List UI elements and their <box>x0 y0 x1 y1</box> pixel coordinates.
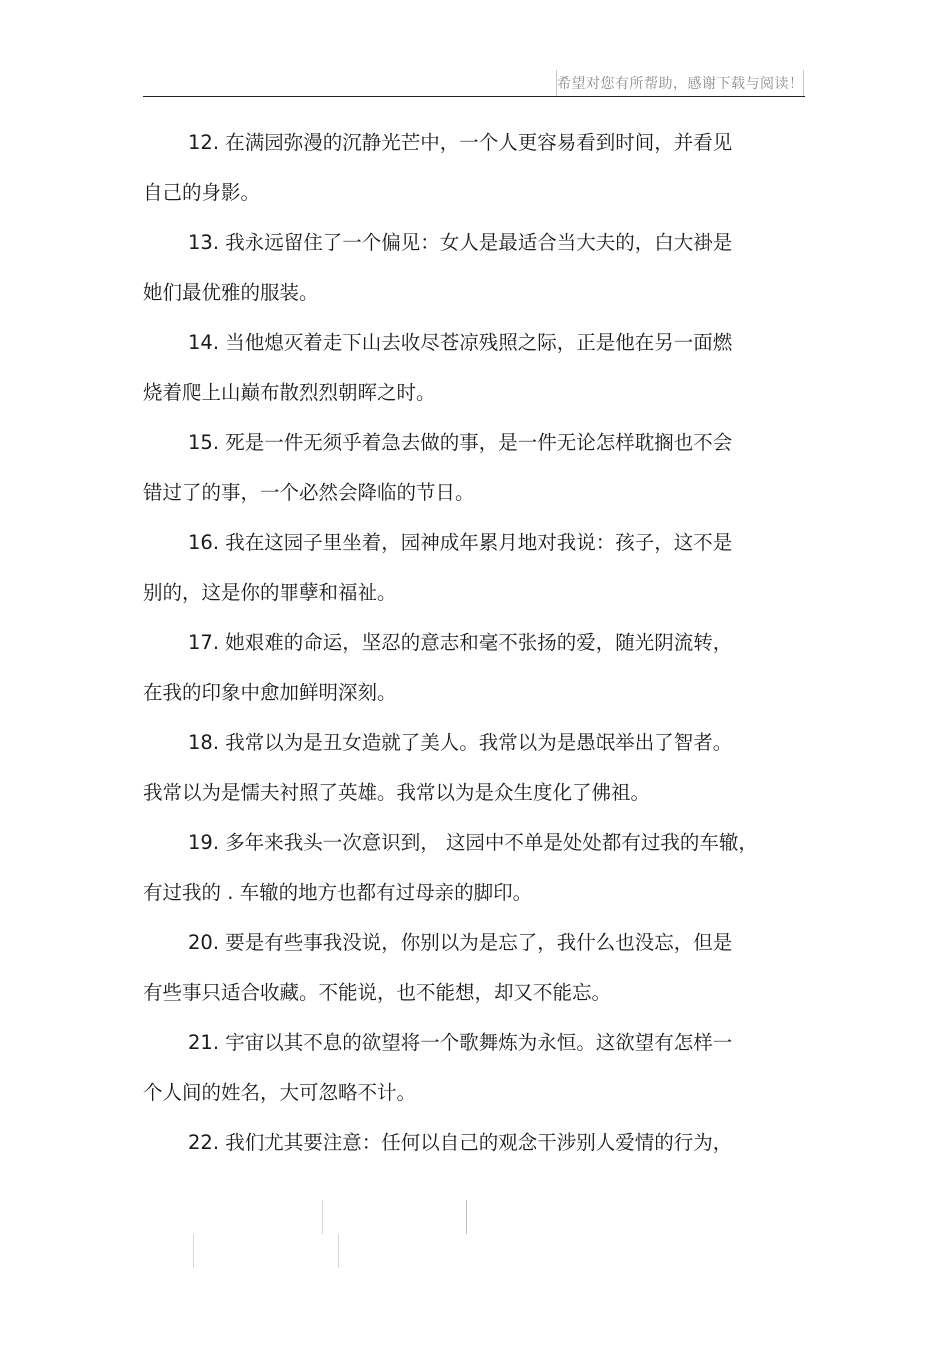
paragraph-line: 21. 宇宙以其不息的欲望将一个歌舞炼为永恒。这欲望有怎样一 <box>188 1031 733 1054</box>
paragraph-line: 14. 当他熄灭着走下山去收尽苍凉残照之际，正是他在另一面燃 <box>188 331 733 354</box>
paragraph-line: 20. 要是有些事我没说，你别以为是忘了，我什么也没忘，但是 <box>188 931 733 954</box>
header-rule <box>143 96 805 97</box>
paragraph <box>143 518 783 618</box>
paragraph <box>143 318 783 418</box>
footer-divider <box>466 1200 467 1234</box>
paragraph <box>143 918 783 1018</box>
paragraph-line: 16. 我在这园子里坐着，园神成年累月地对我说：孩子，这不是 <box>188 531 733 554</box>
paragraph <box>143 618 783 718</box>
paragraph-line: 别的，这是你的罪孽和福祉。 <box>143 581 397 604</box>
paragraph-line: 自己的身影。 <box>143 181 261 204</box>
paragraph-line: 我常以为是懦夫衬照了英雄。我常以为是众生度化了佛祖。 <box>143 781 651 804</box>
paragraph <box>143 418 783 518</box>
paragraph-line: 18. 我常以为是丑女造就了美人。我常以为是愚氓举出了智者。 <box>188 731 733 754</box>
paragraph <box>143 118 783 218</box>
paragraph-line: 19. 多年来我头一次意识到， 这园中不单是处处都有过我的车辙， <box>188 831 758 854</box>
paragraph-line: 烧着爬上山巅布散烈烈朝晖之时。 <box>143 381 436 404</box>
paragraph-line: 22. 我们尤其要注意：任何以自己的观念干涉别人爱情的行为， <box>188 1131 733 1154</box>
paragraph <box>143 1018 783 1118</box>
footer-divider <box>322 1200 323 1234</box>
paragraph-line: 错过了的事，一个必然会降临的节日。 <box>143 481 475 504</box>
paragraph-line: 个人间的姓名，大可忽略不计。 <box>143 1081 417 1104</box>
paragraph-line: 有过我的 . 车辙的地方也都有过母亲的脚印。 <box>143 881 533 904</box>
header-banner: 希望对您有所帮助，感谢下载与阅读！ <box>556 70 804 96</box>
paragraph-line: 17. 她艰难的命运，坚忍的意志和毫不张扬的爱，随光阴流转， <box>188 631 733 654</box>
footer-divider <box>338 1234 339 1268</box>
footer-divider <box>193 1234 194 1268</box>
paragraph-line: 有些事只适合收藏。不能说，也不能想，却又不能忘。 <box>143 981 612 1004</box>
paragraph-line: 15. 死是一件无须乎着急去做的事，是一件无论怎样耽搁也不会 <box>188 431 733 454</box>
paragraph-line: 她们最优雅的服装。 <box>143 281 319 304</box>
paragraph <box>143 1118 783 1168</box>
paragraph <box>143 218 783 318</box>
paragraph-line: 12. 在满园弥漫的沉静光芒中，一个人更容易看到时间，并看见 <box>188 131 733 154</box>
paragraph <box>143 718 783 818</box>
paragraph-line: 13. 我永远留住了一个偏见：女人是最适合当大夫的，白大褂是 <box>188 231 733 254</box>
paragraph-line: 在我的印象中愈加鲜明深刻。 <box>143 681 397 704</box>
paragraph <box>143 818 783 918</box>
document-body <box>143 118 783 1168</box>
